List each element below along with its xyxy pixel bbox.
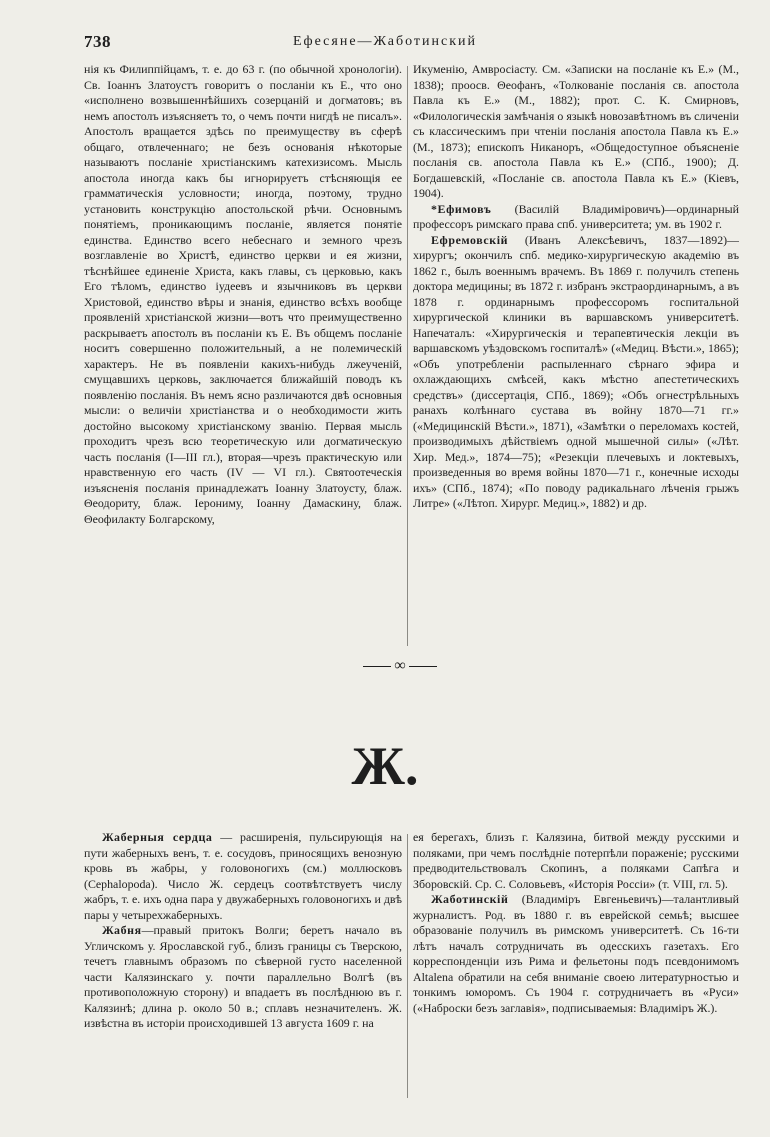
entry-zhabnya bbox=[84, 923, 402, 1032]
entry-text: (Владиміръ Евгеньевичъ)—талантливый журналистъ. Род. въ 1880 г. въ еврейской семьѣ; высшее образованіе получилъ въ римскомъ университетѣ. Съ 16-ти лѣтъ началъ сотрудничать въ одесскихъ газетахъ. Его корреспонденціи изъ Рима и фельетоны подъ псевдонимомъ Altalena обратили на себя вниманіе своею литературностью и тонкимъ юморомъ. Съ 1904 г. сотрудничаетъ въ «Руси» («Наброски безъ заглавія», подписываемыя: Владиміръ Ж.). bbox=[413, 892, 739, 1015]
entry-zhabotinsky bbox=[413, 892, 739, 1016]
column-bottom-right bbox=[413, 830, 739, 1100]
paragraph: ея берегахъ, близъ г. Калязина, битвой между русскими и поляками, при чемъ послѣдніе потерпѣли пораженіе; русскими предводительствовалъ Скопинъ, а поляками Сапѣга и Зборовскій. Ср. С. Соловьевъ, «Исторія Россіи» (т. VIII, гл. 5). bbox=[413, 830, 739, 891]
paragraph: Икуменію, Амвросіасту. См. «Записки на посланіе къ Е.» (М., 1838); проосв. Θеофанъ, «Толкованіе посланія св. апостола Павла къ Е.» (М., 1882); прот. С. К. Смирновъ, «Филологическія замѣчанія о языкѣ новозавѣтномъ въ сличеніи съ классическимъ при чтеніи посланія апостола Павла къ Е.» (М., 1873); епископъ Никаноръ, «Общедоступное объясненіе посланія св. апостола Павла къ Е.» (СПб., 1900); Д. Богдашевскій, «Посланіе св. апостола Павла къ Е.» (Кіевъ, 1904). bbox=[413, 62, 739, 200]
section-divider-ornament: ∞ bbox=[345, 656, 455, 676]
running-head: Ефесяне—Жаботинский bbox=[293, 34, 477, 49]
entry-efimov bbox=[413, 202, 739, 233]
entry-text: (Василій Владиміровичъ)—ординарный профессоръ римскаго права спб. университета; ум. въ 1902 г. bbox=[413, 201, 739, 231]
column-top-left bbox=[84, 62, 402, 654]
entry-headword: Жаботинскій bbox=[431, 892, 509, 906]
entry-text: —правый притокъ Волги; беретъ начало въ Угличскомъ у. Ярославской губ., близъ границы съ Тверскою, течетъ главнымъ образомъ по сѣверной густо населенной части Калязинскаго у. почти параллельно Волгѣ (въ противоположную сторону) и впадаетъ въ послѣднюю въ г. Калязинѣ; длина р. около 50 в.; сплавъ незначителенъ. Ж. извѣстна въ исторіи происходившей 13 августа 1609 г. на bbox=[84, 923, 402, 1030]
page-number: 738 bbox=[84, 32, 111, 51]
entry-text: (Иванъ Алексѣевичъ, 1837—1892)—хирургъ; окончилъ спб. медико-хирургическую академію въ 1862 г., былъ военнымъ врачемъ. Въ 1869 г. получилъ степень доктора медицины; въ 1872 г. избранъ экстраординарнымъ, а въ 1878 г. ординарнымъ профессоромъ госпитальной хирургической клиники въ варшавскомъ университетѣ. Напечаталъ: «Хирургическія и терапевтическія лекціи въ варшавскомъ уѣздовскомъ госпиталѣ» («Медиц. Вѣсти.», 1865); «Объ употребленіи распыленнаго сѣрнаго эфира и охлаждающихъ смѣсей, какъ мѣстно апестетическихъ средствъ» (диссертація, СПб., 1869); «Объ огнестрѣльныхъ ранахъ колѣннаго сустава въ войну 1870—71 гг.» («Медицинскій Вѣсти.», 1871), «Замѣтки о переломахъ костей, производимыхъ дѣйствіемъ одной мышечной силы» («Лѣт. Хир. Мед.», 1874—75); «Резекціи плечевыхъ и локтевыхъ, произведенныя во время войны 1870—71 г., конечные исходы ихъ» (СПб., 1874); «По поводу радикальнаго лѣченія грыжъ Литре» («Лѣтоп. Хирург. Медиц.», 1882) и др. bbox=[413, 232, 739, 510]
column-rule-bottom bbox=[407, 834, 408, 1098]
column-bottom-left bbox=[84, 830, 402, 1100]
entry-zhabernye-serdtsa bbox=[84, 830, 402, 923]
paragraph: нія къ Филиппійцамъ, т. е. до 63 г. (по обычной хронологіи). Св. Іоаннъ Златоустъ говоритъ о посланіи къ Е., что оно «исполнено возвышеннѣйшихъ созерцаній и догматовъ; въ немъ апостолъ изъясняетъ то, о чемъ почти нигдѣ не писалъ». Апостолъ вращается здѣсь по преимуществу въ сферѣ общаго, отвлеченнаго; не безъ основанія нѣкоторые называютъ посланіе христіанскимъ катехизисомъ. Мысль апостола иногда какъ бы игнорируетъ стѣсняющія ее грамматическія условности; иногда, поэтому, трудно установить конструкцію апостольской рѣчи. Основнымъ понятіемъ, проникающимъ посланіе, является понятіе единства. Единство всего небеснаго и земного чрезъ возглавленіе во Христѣ, единство церкви и ея жизни, тѣснѣйшее единеніе Христа, какъ главы, съ церковью, какъ Его тѣломъ, единство іудеевъ и язычниковъ въ церкви Христовой, единство вѣры и знанія, единство всѣхъ вообще проявленій христіанской жизни—вотъ что преимущественно раскрываетъ апостолъ въ посланіи къ Е. Въ общемъ посланіе носитъ совершенно положительный, а не полемическій характеръ. Не въ появленіи какихъ-нибудь лжеученій, смущавшихъ церковь, заключается ближайшій поводъ къ появленію посланія. Въ немъ ясно различаются двѣ основныя мысли: о величіи христіанства и о необходимости жить достойно высокому христіанскому званію. Первая мысль проходитъ чрезъ всю теоретическую или догматическую часть посланія (I—III гл.), вторая—чрезъ практическую или нравственную его часть (IV — VI гл.). Святоотеческія изъясненія посланія принадлежатъ Іоанну Златоусту, блаж. Θеодориту, блаж. Іерониму, Іоанну Дамаскину, блаж. Θеофилакту Болгарскому, bbox=[84, 62, 402, 526]
column-top-right bbox=[413, 62, 739, 654]
entry-efremovsky bbox=[413, 233, 739, 512]
entry-headword: Жабня bbox=[102, 923, 142, 937]
column-rule-top bbox=[407, 66, 408, 646]
entry-text: — расширенія, пульсирующія на пути жаберныхъ венъ, т. е. сосудовъ, приносящихъ венозную кровь въ жабры, у головоногихъ (см.) моллюсковъ (Cephalopoda). Число Ж. сердецъ соотвѣтствуетъ числу жабръ, т. е. ихъ одна пара у двужаберныхъ головоногихъ и двѣ пары у четырехжаберныхъ. bbox=[84, 830, 402, 922]
entry-headword: Ефремовскій bbox=[431, 232, 509, 247]
entry-headword: Жаберныя сердца bbox=[102, 830, 213, 844]
section-letter-heading: Ж. bbox=[351, 736, 419, 796]
entry-headword: *Ефимовъ bbox=[431, 201, 492, 216]
